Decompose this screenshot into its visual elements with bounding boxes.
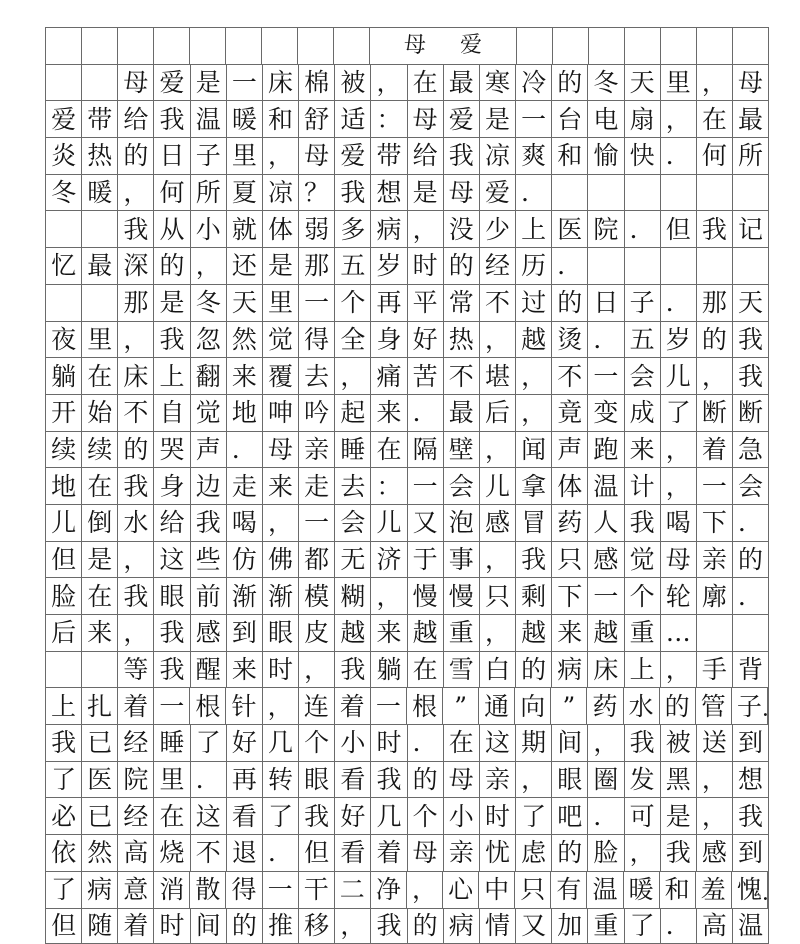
- grid-line-7: 那 是 冬 天 里 一 个 再 平 常 不 过 的 日 子 ． 那 天: [46, 284, 768, 321]
- grid-line-22: 依 然 高 烧 不 退 ． 但 看 着 母 亲 忧 虑 的 脸 ， 我 感 到: [46, 834, 768, 871]
- grid-line-10: 开 始 不 自 觉 地 呻 吟 起 来 ． 最 后 ， 竟 变 成 了 断 断: [46, 394, 768, 431]
- grid-line-23: 了 病 意 消 散 得 一 干 二 净 ， 心 中 只 有 温 暖 和 羞 愧 ．: [46, 871, 768, 908]
- grid-line-9: 躺 在 床 上 翻 来 覆 去 ， 痛 苦 不 堪 ， 不 一 会 儿 ， 我: [46, 357, 768, 394]
- grid-line-6: 忆 最 深 的 ， 还 是 那 五 岁 时 的 经 历 ．: [46, 247, 768, 284]
- essay-body: [46, 64, 768, 944]
- grid-line-3: 炎 热 的 日 子 里 ， 母 爱 带 给 我 凉 爽 和 愉 快 ． 何 所: [46, 137, 768, 174]
- grid-line-17: 等 我 醒 来 时 ， 我 躺 在 雪 白 的 病 床 上 ， 手 背: [46, 651, 768, 688]
- grid-line-1: 母 爱 是 一 床 棉 被 ， 在 最 寒 冷 的 冬 天 里 ， 母: [46, 64, 768, 101]
- grid-line-4: 冬 暖 ， 何 所 夏 凉 ？ 我 想 是 母 爱 ．: [46, 174, 768, 211]
- grid-line-2: 爱 带 给 我 温 暖 和 舒 适 ： 母 爱 是 一 台 电 扇 ， 在 最: [46, 100, 768, 137]
- margin-punctuation: ．: [762, 876, 784, 907]
- grid-line-15: 脸 在 我 眼 前 渐 渐 模 糊 ， 慢 慢 只 剩 下 一 个 轮 廓 ．: [46, 577, 768, 614]
- title-row: [46, 27, 768, 64]
- grid-line-20: 了 医 院 里 ． 再 转 眼 看 我 的 母 亲 ， 眼 圈 发 黑 ， 想: [46, 761, 768, 798]
- grid-line-24: 但 随 着 时 间 的 推 移 ， 我 的 病 情 又 加 重 了 ． 高 温: [46, 908, 768, 944]
- grid-line-16: 后 来 ， 我 感 到 眼 皮 越 来 越 重 ， 越 来 越 重 …: [46, 614, 768, 651]
- grid-line-14: 但 是 ， 这 些 仿 佛 都 无 济 于 事 ， 我 只 感 觉 母 亲 的: [46, 541, 768, 578]
- grid-line-8: 夜 里 ， 我 忽 然 觉 得 全 身 好 热 ， 越 烫 ． 五 岁 的 我: [46, 321, 768, 358]
- grid-line-13: 儿 倒 水 给 我 喝 ， 一 会 儿 又 泡 感 冒 药 人 我 喝 下 ．: [46, 504, 768, 541]
- grid-line-12: 地 在 我 身 边 走 来 走 去 ： 一 会 儿 拿 体 温 计 ， 一 会: [46, 467, 768, 504]
- grid-line-5: 我 从 小 就 体 弱 多 病 ， 没 少 上 医 院 ． 但 我 记: [46, 210, 768, 247]
- composition-grid-paper: [45, 27, 769, 944]
- grid-line-21: 必 已 经 在 这 看 了 我 好 几 个 小 时 了 吧 ． 可 是 ， 我: [46, 797, 768, 834]
- grid-line-18: 上 扎 着 一 根 针 ， 连 着 一 根 ” 通 向 ” 药 水 的 管 子 ．: [46, 687, 768, 724]
- grid-line-19: 我 已 经 睡 了 好 几 个 小 时 ． 在 这 期 间 ， 我 被 送 到: [46, 724, 768, 761]
- margin-punctuation: ．: [762, 692, 784, 723]
- essay-title: 母爱: [370, 28, 517, 64]
- grid-line-11: 续 续 的 哭 声 ． 母 亲 睡 在 隔 壁 ， 闻 声 跑 来 ， 着 急: [46, 431, 768, 468]
